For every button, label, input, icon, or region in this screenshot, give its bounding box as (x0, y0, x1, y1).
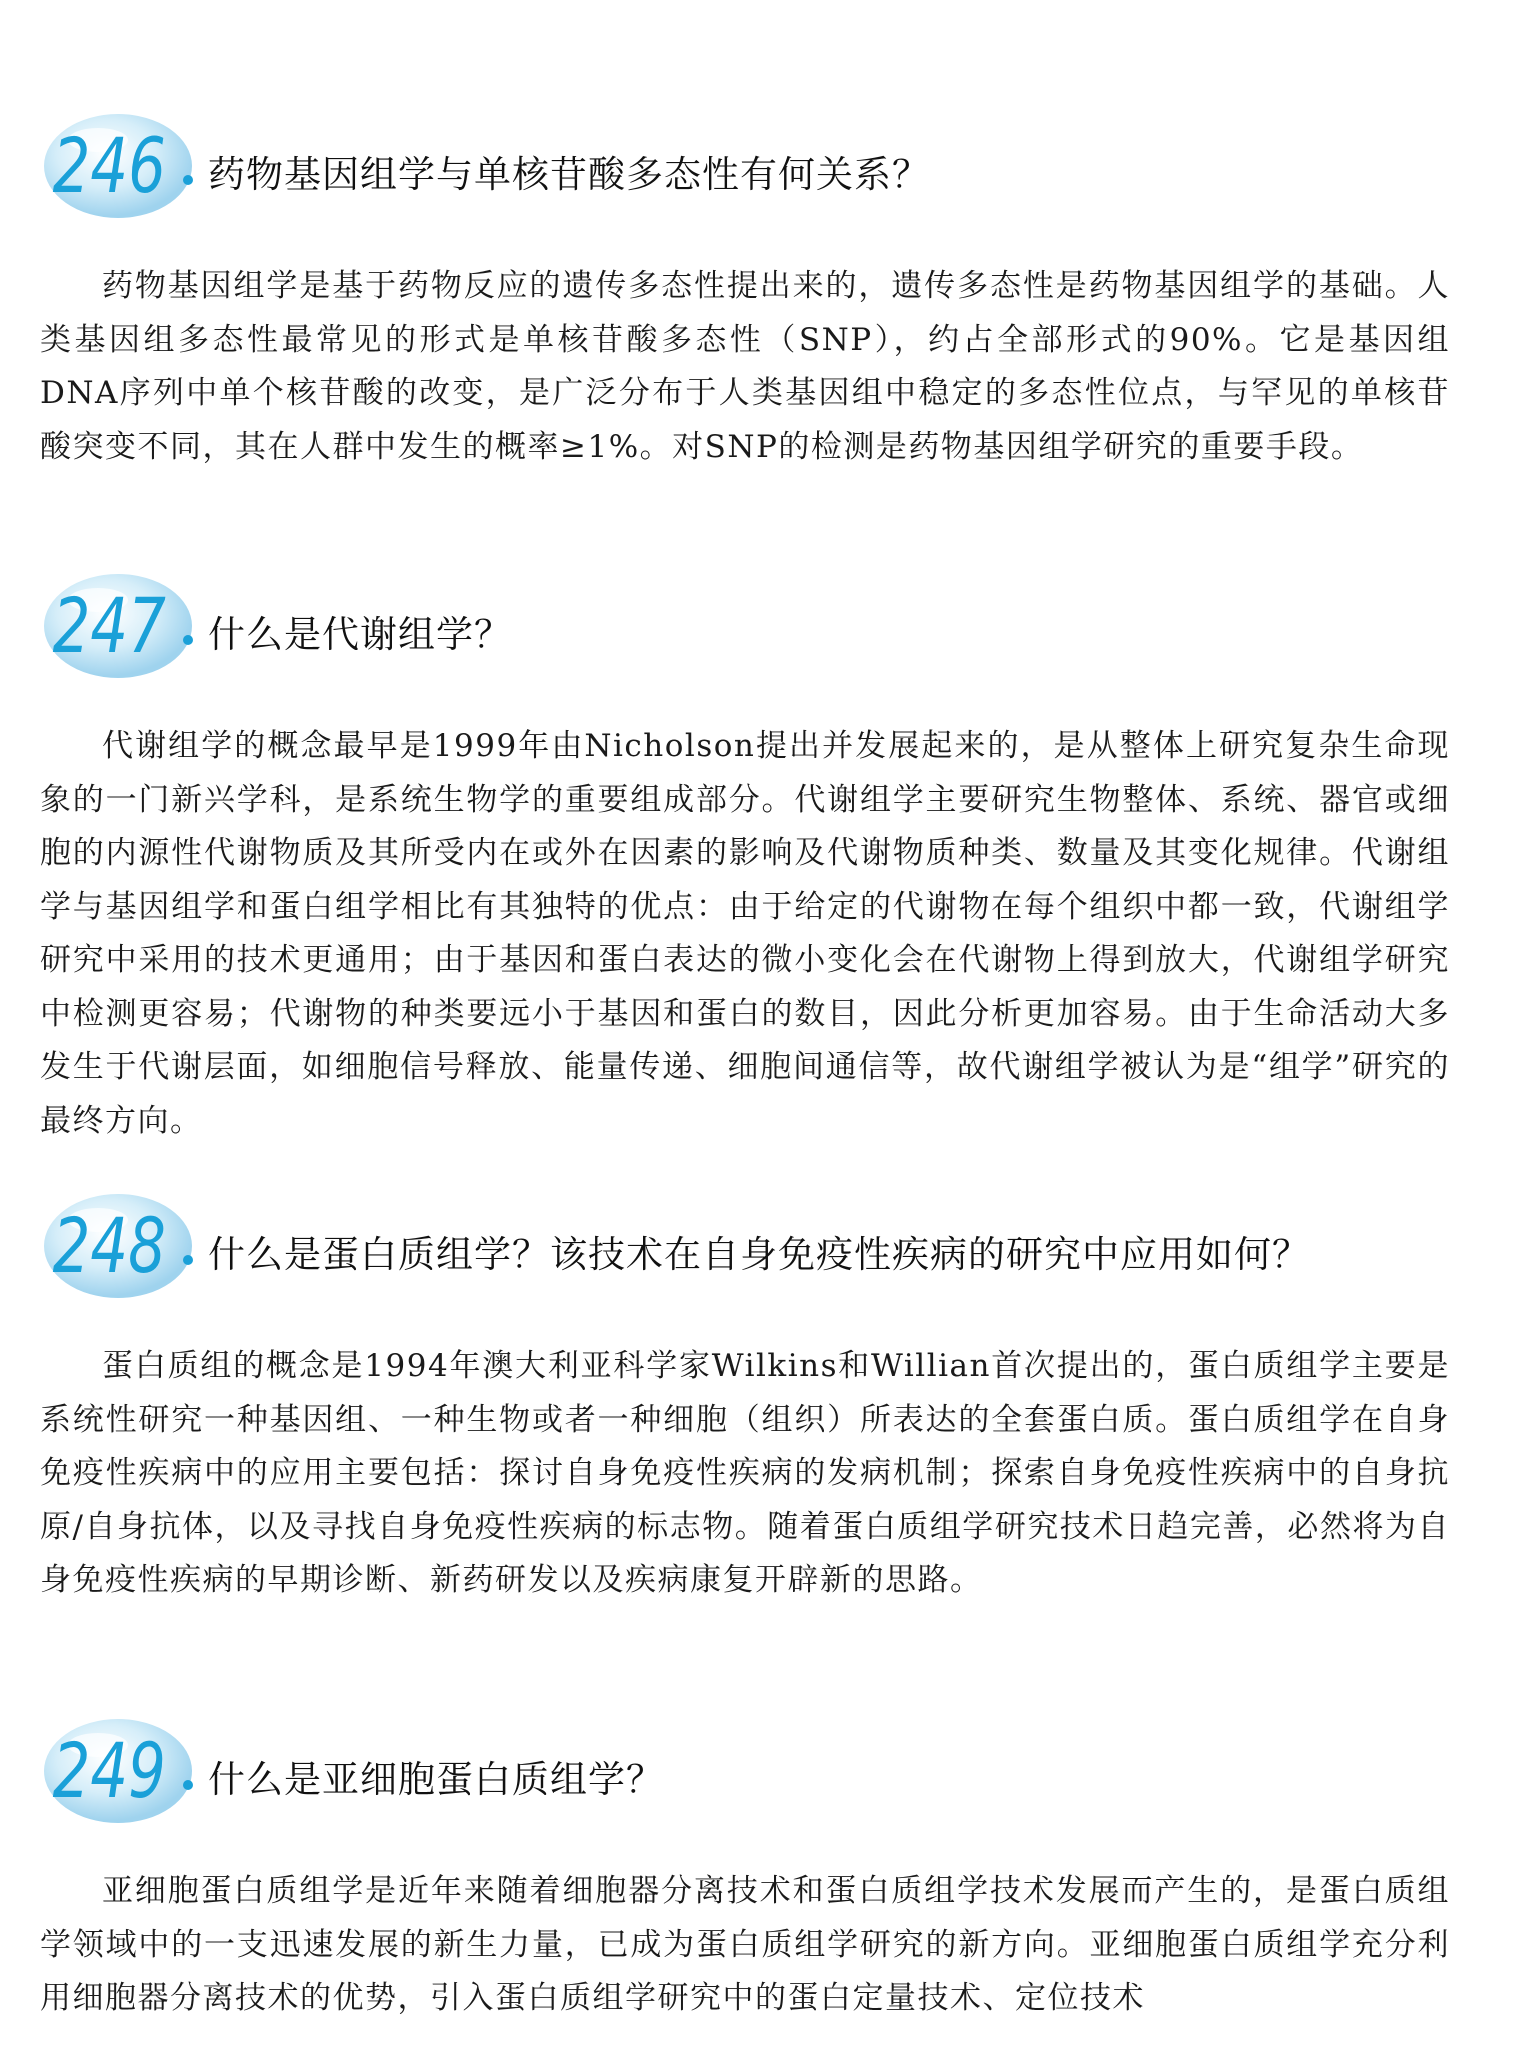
question-section-249 (40, 1705, 1450, 2026)
question-title: 什么是蛋白质组学？该技术在自身免疫性疾病的研究中应用如何？ (208, 1233, 1310, 1276)
question-number-badge (40, 1705, 220, 1833)
bubble-badge-icon (40, 100, 220, 228)
question-header (40, 560, 1450, 690)
question-number-badge (40, 1180, 220, 1308)
question-section-248 (40, 1180, 1450, 1608)
question-number-badge (40, 560, 220, 688)
answer-paragraph: 代谢组学的概念最早是1999年由Nicholson提出并发展起来的，是从整体上研究复杂生命现象的一门新兴学科，是系统生物学的重要组成部分。代谢组学主要研究生物整体、系统、器官或细胞的内源性代谢物质及其所受内在或外在因素的影响及代谢物质种类、数量及其变化规律。代谢组学与基因组学和蛋白组学相比有其独特的优点：由于给定的代谢物在每个组织中都一致，代谢组学研究中采用的技术更通用；由于基因和蛋白表达的微小变化会在代谢物上得到放大，代谢组学研究中检测更容易；代谢物的种类要远小于基因和蛋白的数目，因此分析更加容易。由于生命活动大多发生于代谢层面，如细胞信号释放、能量传递、细胞间通信等，故代谢组学被认为是“组学”研究的最终方向。 (40, 728, 1450, 1139)
answer-paragraph: 药物基因组学是基于药物反应的遗传多态性提出来的，遗传多态性是药物基因组学的基础。人类基因组多态性最常见的形式是单核苷酸多态性（SNP），约占全部形式的90%。它是基因组DNA序列中单个核苷酸的改变，是广泛分布于人类基因组中稳定的多态性位点，与罕见的单核苷酸突变不同，其在人群中发生的概率≥1%。对SNP的检测是药物基因组学研究的重要手段。 (40, 268, 1450, 465)
bubble-badge-icon (40, 1180, 220, 1308)
question-number: 247 (52, 582, 166, 671)
question-title: 药物基因组学与单核苷酸多态性有何关系？ (208, 153, 930, 196)
bubble-badge-icon (40, 560, 220, 688)
question-header (40, 1705, 1450, 1835)
question-title: 什么是代谢组学？ (208, 613, 512, 656)
question-number: 246 (52, 122, 166, 211)
question-number-badge (40, 100, 220, 228)
question-number: 249 (52, 1727, 166, 1816)
question-section-247 (40, 560, 1450, 1148)
question-number: 248 (52, 1202, 166, 1291)
question-header (40, 100, 1450, 230)
bubble-badge-icon (40, 1705, 220, 1833)
question-header (40, 1180, 1450, 1310)
question-section-246 (40, 100, 1450, 474)
answer-paragraph: 亚细胞蛋白质组学是近年来随着细胞器分离技术和蛋白质组学技术发展而产生的，是蛋白质组学领域中的一支迅速发展的新生力量，已成为蛋白质组学研究的新方向。亚细胞蛋白质组学充分利用细胞器分离技术的优势，引入蛋白质组学研究中的蛋白定量技术、定位技术 (40, 1873, 1450, 2016)
question-title: 什么是亚细胞蛋白质组学？ (208, 1758, 664, 1801)
answer-paragraph: 蛋白质组的概念是1994年澳大利亚科学家Wilkins和Willian首次提出的，蛋白质组学主要是系统性研究一种基因组、一种生物或者一种细胞（组织）所表达的全套蛋白质。蛋白质组学在自身免疫性疾病中的应用主要包括：探讨自身免疫性疾病的发病机制；探索自身免疫性疾病中的自身抗原/自身抗体，以及寻找自身免疫性疾病的标志物。随着蛋白质组学研究技术日趋完善，必然将为自身免疫性疾病的早期诊断、新药研发以及疾病康复开辟新的思路。 (40, 1348, 1450, 1598)
